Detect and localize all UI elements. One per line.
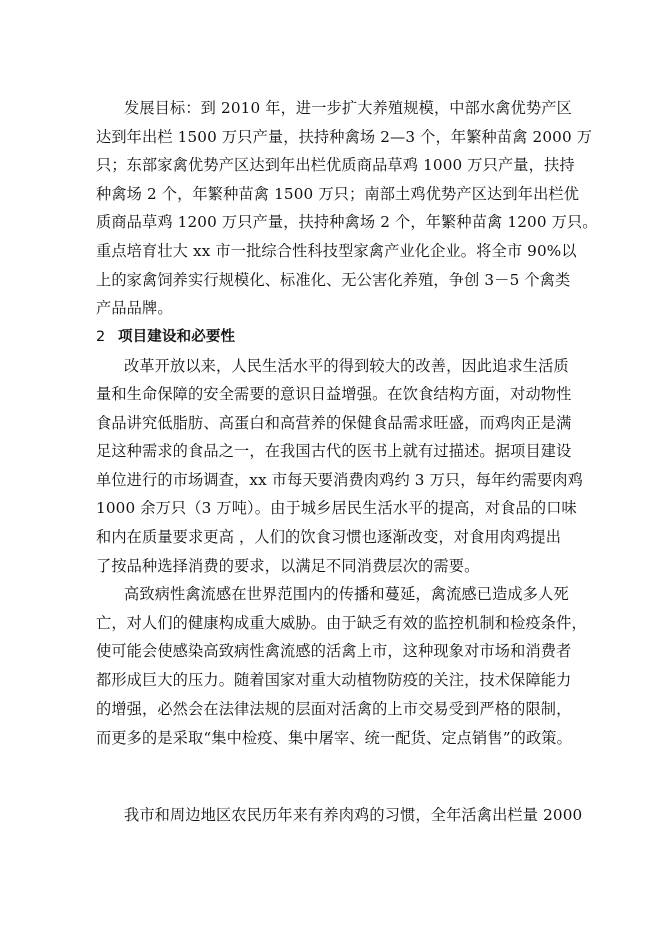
section-heading: [96, 327, 576, 347]
reform-line-4: 足这种需求的食品之一，在我国古代的医书上就有过描述。据项目建设: [96, 442, 572, 460]
goal-line-4: 种禽场 2 个，年繁种苗禽 1500 万只；南部土鸡优势产区达到年出栏优: [96, 185, 580, 203]
goal-line-2: 达到年出栏 1500 万只产量，扶持种禽场 2—3 个，年繁种苗禽 2000 万: [96, 128, 593, 146]
reform-line-3: 食品讲究低脂肪、高蛋白和高营养的保健食品需求旺盛，而鸡肉正是满: [96, 414, 572, 432]
flu-line-4: 都形成巨大的压力。随着国家对重大动植物防疫的关注，技术保障能力: [96, 671, 572, 689]
reform-line-5: 单位进行的市场调查，xx 市每天要消费肉鸡约 3 万只，每年约需要肉鸡: [96, 471, 583, 489]
flu-line-1: 高致病性禽流感在世界范围内的传播和蔓延，禽流感已造成多人死: [124, 585, 569, 603]
flu-line-2: 亡，对人们的健康构成重大威胁。由于缺乏有效的监控机制和检疫条件，: [96, 614, 587, 632]
reform-line-6: 1000 余万只（3 万吨）。由于城乡居民生活水平的提高，对食品的口味: [96, 499, 577, 517]
flu-line-5: 的增强，必然会在法律法规的层面对活禽的上市交易受到严格的限制，: [96, 700, 572, 718]
section-title: 项目建设和必要性: [118, 329, 236, 345]
reform-line-8: 了按品种选择消费的要求，以满足不同消费层次的需要。: [96, 557, 480, 575]
goal-line-5: 质商品草鸡 1200 万只产量，扶持种禽场 2 个，年繁种苗禽 1200 万只。: [96, 213, 598, 231]
reform-line-2: 量和生命保障的安全需要的意识日益增强。在饮食结构方面，对动物性: [96, 385, 572, 403]
goal-line-3: 只；东部家禽优势产区达到年出栏优质商品草鸡 1000 万只产量，扶持: [96, 156, 575, 174]
flu-line-6: 而更多的是采取“集中检疫、集中屠宰、统一配货、定点销售”的政策。: [96, 729, 572, 747]
goal-line-1: 发展目标：到 2010 年，进一步扩大养殖规模，中部水禽优势产区: [124, 99, 572, 117]
flu-line-3: 使可能会使感染高致病性禽流感的活禽上市，这种现象对市场和消费者: [96, 642, 572, 660]
goal-line-8: 产品品牌。: [96, 299, 173, 317]
reform-line-7: 和内在质量要求更高 ，人们的饮食习惯也逐渐改变，对食用肉鸡提出: [96, 528, 562, 546]
goal-line-7: 上的家禽饲养实行规模化、标准化、无公害化养殖，争创 3－5 个禽类: [96, 271, 571, 289]
goal-line-6: 重点培育壮大 xx 市一批综合性科技型家禽产业化企业。将全市 90%以: [96, 242, 577, 260]
local-line-1: 我市和周边地区农民历年来有养肉鸡的习惯，全年活禽出栏量 2000: [124, 806, 583, 824]
section-number: 2: [96, 329, 106, 345]
reform-line-1: 改革开放以来，人民生活水平的得到较大的改善，因此追求生活质: [124, 357, 569, 375]
